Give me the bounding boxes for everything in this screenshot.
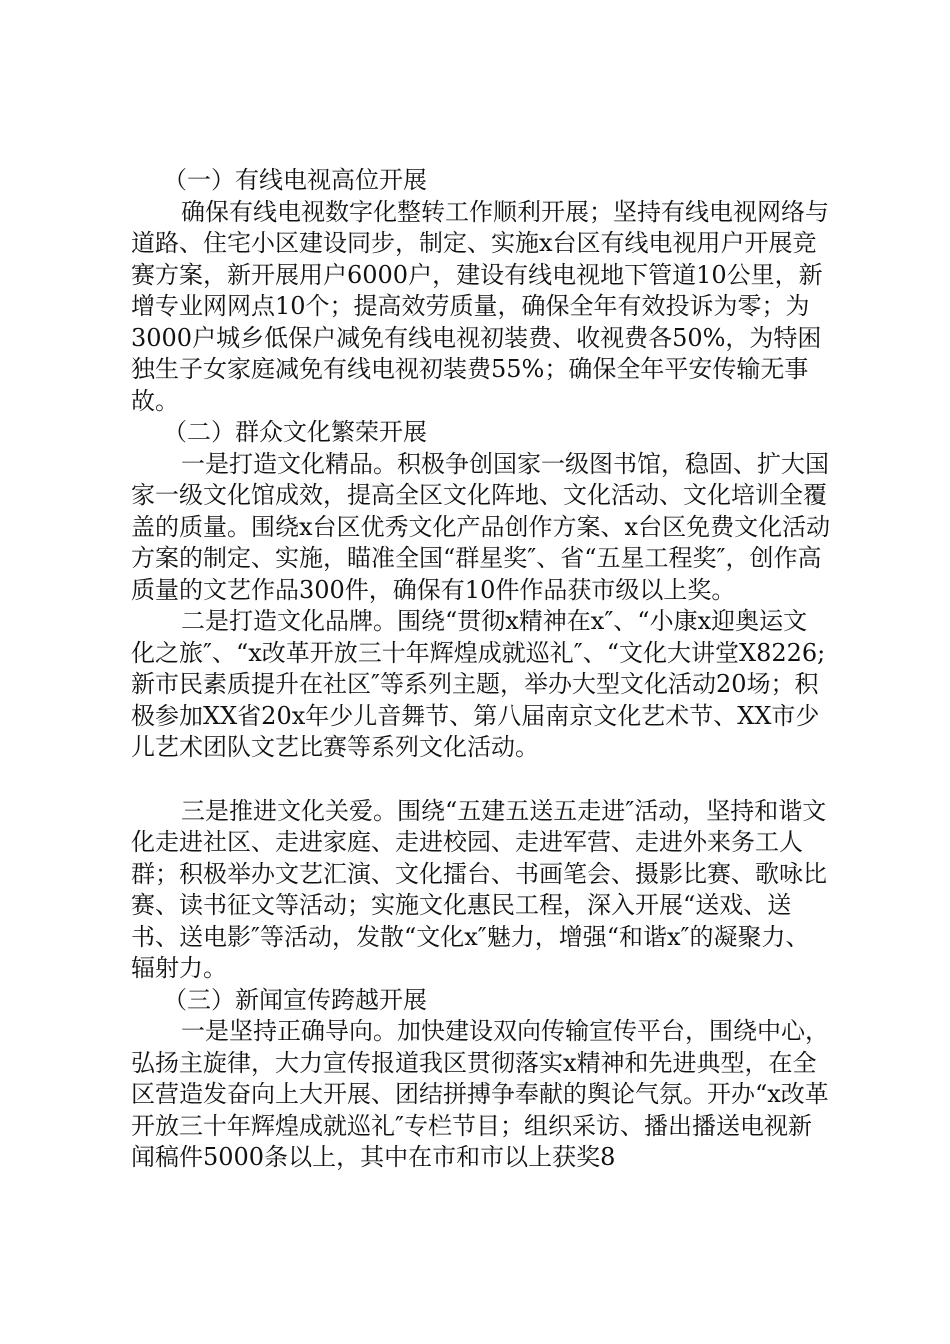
paragraph-cable-tv: 确保有线电视数字化整转工作顺利开展；坚持有线电视网络与道路、住宅小区建设同步，制定、实施x台区有线电视用户开展竞赛方案，新开展用户6000户，建设有线电视地下管道10公里，新增专业网网点10个；提高效劳质量，确保全年有效投诉为零；为3000户城乡低保户减免有线电视初装费、收视费各50%，为特困独生子女家庭减免有线电视初装费55%；确保全年平安传输无事故。	[131, 197, 829, 415]
section-heading-news: （三）新闻宣传跨越开展	[163, 985, 427, 1014]
paragraph-culture-care: 三是推进文化关爱。围绕“五建五送五走进″活动，坚持和谐文化走进社区、走进家庭、走进校园、走进军营、走进外来务工人群；积极举办文艺汇演、文化擂台、书画笔会、摄影比赛、歌咏比赛、读书征文等活动；实施文化惠民工程，深入开展“送戏、送书、送电影″等活动，发散“文化x″魅力，增强“和谐x″的凝聚力、辐射力。	[131, 796, 827, 982]
paragraph-news-guidance: 一是坚持正确导向。加快建设双向传输宣传平台，围绕中心，弘扬主旋律，大力宣传报道我区贯彻落实x精神和先进典型，在全区营造发奋向上大开展、团结拼搏争奉献的舆论气氛。开办“x改革开放三十年辉煌成就巡礼″专栏节目；组织采访、播出播送电视新闻稿件5000条以上，其中在市和市以上获奖8	[131, 1017, 829, 1171]
paragraph-culture-brand: 二是打造文化品牌。围绕“贯彻x精神在x″、“小康x迎奥运文化之旅″、“x改革开放三十年辉煌成就巡礼″、“文化大讲堂X8226;新市民素质提升在社区″等系列主题，举办大型文化活动20场；积极参加XX省20x年少儿音舞节、第八届南京文化艺术节、XX市少儿艺术团队文艺比赛等系列文化活动。	[131, 607, 826, 761]
paragraph-culture-works: 一是打造文化精品。积极争创国家一级图书馆，稳固、扩大国家一级文化馆成效，提高全区文化阵地、文化活动、文化培训全覆盖的质量。围绕x台区优秀文化产品创作方案、x台区免费文化活动方案的制定、实施，瞄准全国“群星奖″、省“五星工程奖″，创作高质量的文艺作品300件，确保有10件作品获市级以上奖。	[131, 449, 831, 604]
section-heading-cable-tv: （一）有线电视高位开展	[163, 166, 427, 194]
document-body	[131, 165, 831, 1174]
paragraph-gap	[131, 764, 831, 796]
section-heading-mass-culture: （二）群众文化繁荣开展	[163, 418, 427, 446]
